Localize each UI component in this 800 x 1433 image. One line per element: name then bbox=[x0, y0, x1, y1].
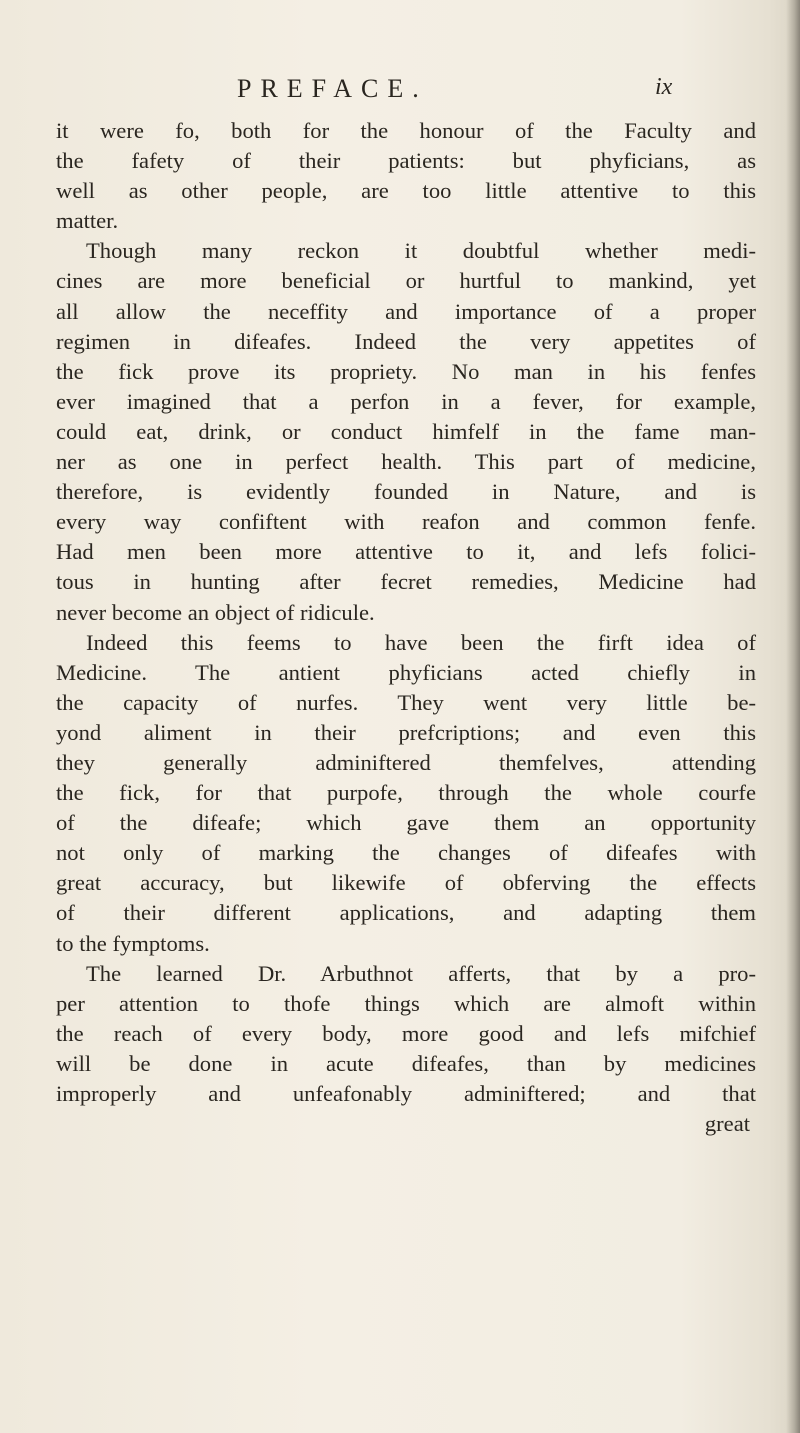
text-line: Though many reckon it doubtful whether medi- bbox=[86, 238, 756, 264]
page-edge-shadow bbox=[786, 0, 800, 1433]
text-line: Medicine. The antient phyficians acted chiefly in bbox=[56, 659, 756, 685]
text-line: all allow the neceffity and importance of a proper bbox=[56, 298, 756, 324]
text-line: the capacity of nurfes. They went very little be- bbox=[56, 689, 756, 715]
catchword: great bbox=[704, 1111, 750, 1137]
text-line: of the difeafe; which gave them an opportunity bbox=[56, 810, 756, 836]
text-line: every way confiftent with reafon and common fenfe. bbox=[56, 509, 756, 535]
text-line: ever imagined that a perfon in a fever, for example, bbox=[56, 388, 756, 414]
text-line: it were fo, both for the honour of the Faculty and bbox=[56, 118, 756, 143]
text-line: great accuracy, but likewife of obferving the effects bbox=[56, 870, 756, 896]
text-line: The learned Dr. Arbuthnot afferts, that by a pro- bbox=[86, 960, 756, 986]
page-number: ix bbox=[655, 74, 673, 100]
text-line: therefore, is evidently founded in Nature, and is bbox=[56, 479, 756, 505]
text-line: cines are more beneficial or hurtful to mankind, yet bbox=[56, 268, 756, 294]
body-text bbox=[56, 116, 756, 1139]
text-line: matter. bbox=[56, 208, 119, 234]
text-line: per attention to thofe things which are almoft within bbox=[56, 990, 756, 1016]
text-line: yond aliment in their prefcriptions; and even this bbox=[56, 719, 756, 745]
text-line: the reach of every body, more good and lefs mifchief bbox=[56, 1020, 756, 1046]
text-line: to the fymptoms. bbox=[56, 930, 210, 956]
text-line: Had men been more attentive to it, and lefs folici- bbox=[56, 539, 756, 565]
text-line: the fick prove its propriety. No man in his fenfes bbox=[56, 358, 756, 384]
text-line: well as other people, are too little attentive to this bbox=[56, 178, 756, 204]
text-line: improperly and unfeafonably adminiftered; and that bbox=[56, 1081, 756, 1106]
text-line: will be done in acute difeafes, than by medicines bbox=[56, 1050, 756, 1076]
text-line: could eat, drink, or conduct himfelf in the fame man- bbox=[56, 418, 756, 444]
text-line: regimen in difeafes. Indeed the very appetites of bbox=[56, 328, 756, 354]
text-line: not only of marking the changes of difeafes with bbox=[56, 840, 756, 866]
text-line: never become an object of ridicule. bbox=[56, 599, 375, 625]
text-line: ner as one in perfect health. This part of medicine, bbox=[56, 449, 756, 475]
text-line: tous in hunting after fecret remedies, Medicine had bbox=[56, 569, 756, 595]
text-line: the fafety of their patients: but phyficians, as bbox=[56, 148, 756, 174]
text-line: they generally adminiftered themfelves, attending bbox=[56, 749, 756, 775]
text-line: Indeed this feems to have been the firft idea of bbox=[86, 629, 756, 655]
running-title: PREFACE. bbox=[237, 74, 428, 103]
page-header bbox=[0, 74, 800, 114]
text-line: the fick, for that purpofe, through the whole courfe bbox=[56, 780, 756, 806]
text-line: of their different applications, and adapting them bbox=[56, 900, 756, 926]
